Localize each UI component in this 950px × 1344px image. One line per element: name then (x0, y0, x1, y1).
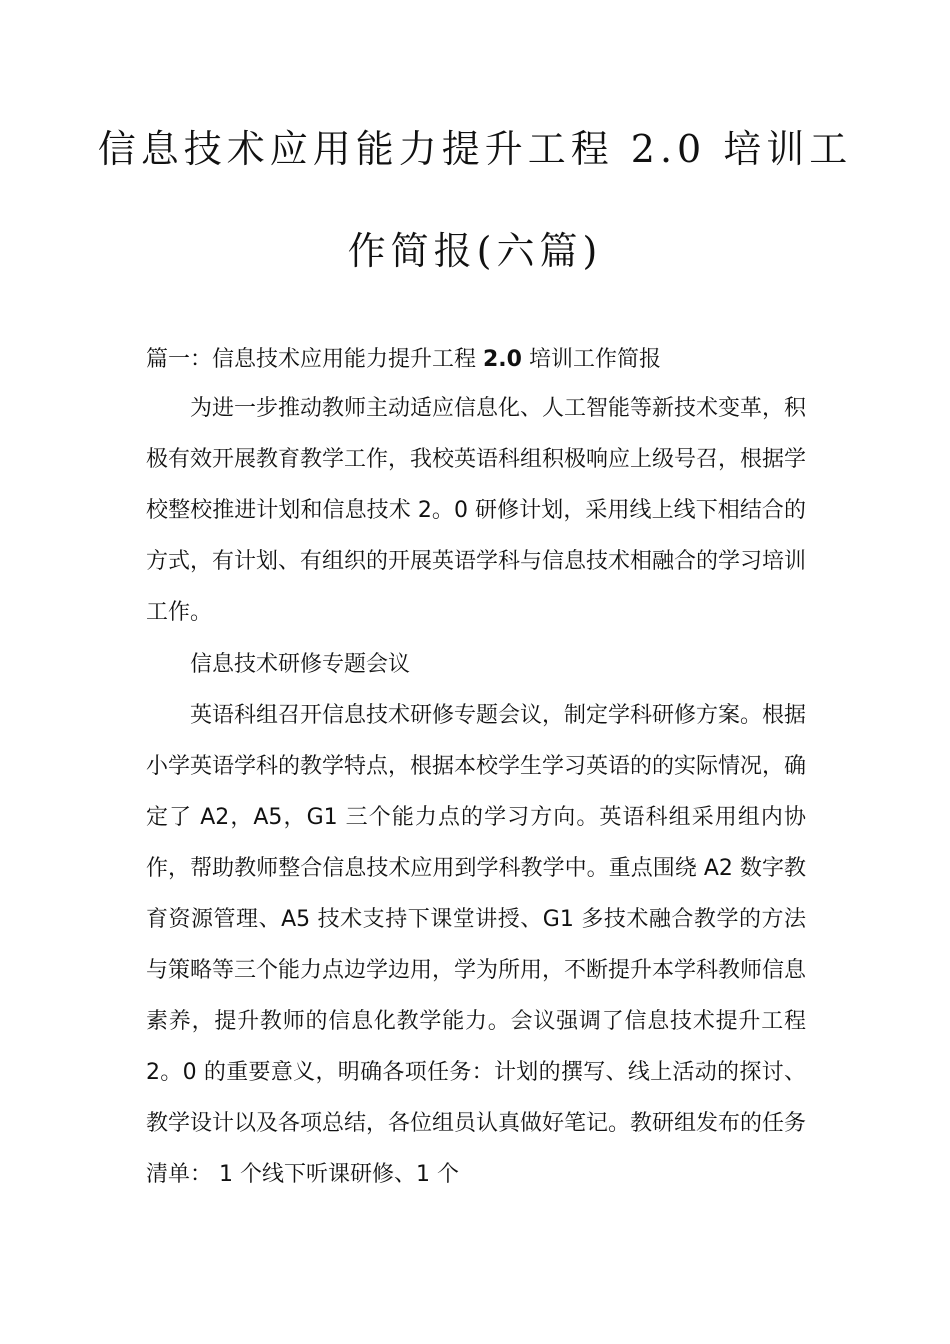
intro-paragraph: 为进一步推动教师主动适应信息化、人工智能等新技术变革，积极有效开展教育教学工作，我校英语科组积极响应上级号召，根据学校整校推进计划和信息技术 2。0 研修计划，采用线上线下相结合的方式，有计划、有组织的开展英语学科与信息技术相融合的学习培训工作。 (146, 396, 807, 625)
document-title-line-2: 作简报(六篇) (347, 229, 603, 273)
body-paragraph: 英语科组召开信息技术研修专题会议，制定学科研修方案。根据小学英语学科的教学特点，根据本校学生学习英语的的实际情况，确定了 A2，A5，G1 三个能力点的学习方向。英语科组采用组内协作，帮助教师整合信息技术应用到学科教学中。重点围绕 A2 数字教育资源管理、A5 技术支持下课堂讲授、G1 多技术融合教学的方法与策略等三个能力点边学边用，学为所用，不断提升本学科教师信息素养，提升教师的信息化教学能力。会议强调了信息技术提升工程 2。0 的重要意义，明确各项任务：计划的撰写、线上活动的探讨、教学设计以及各项总结，各位组员认真做好笔记。教研组发布的任务清单： 1 个线下听课研修、1 个 (146, 703, 807, 1187)
subheading-paragraph: 信息技术研修专题会议 (190, 652, 411, 677)
document-title-line-1: 信息技术应用能力提升工程 2.0 培训工 (97, 127, 853, 171)
section-heading-prefix: 篇一：信息技术应用能力提升工程 (146, 347, 483, 372)
section-heading (146, 334, 806, 385)
section-heading-version: 2.0 (483, 347, 522, 372)
section-heading-suffix: 培训工作简报 (521, 347, 661, 372)
